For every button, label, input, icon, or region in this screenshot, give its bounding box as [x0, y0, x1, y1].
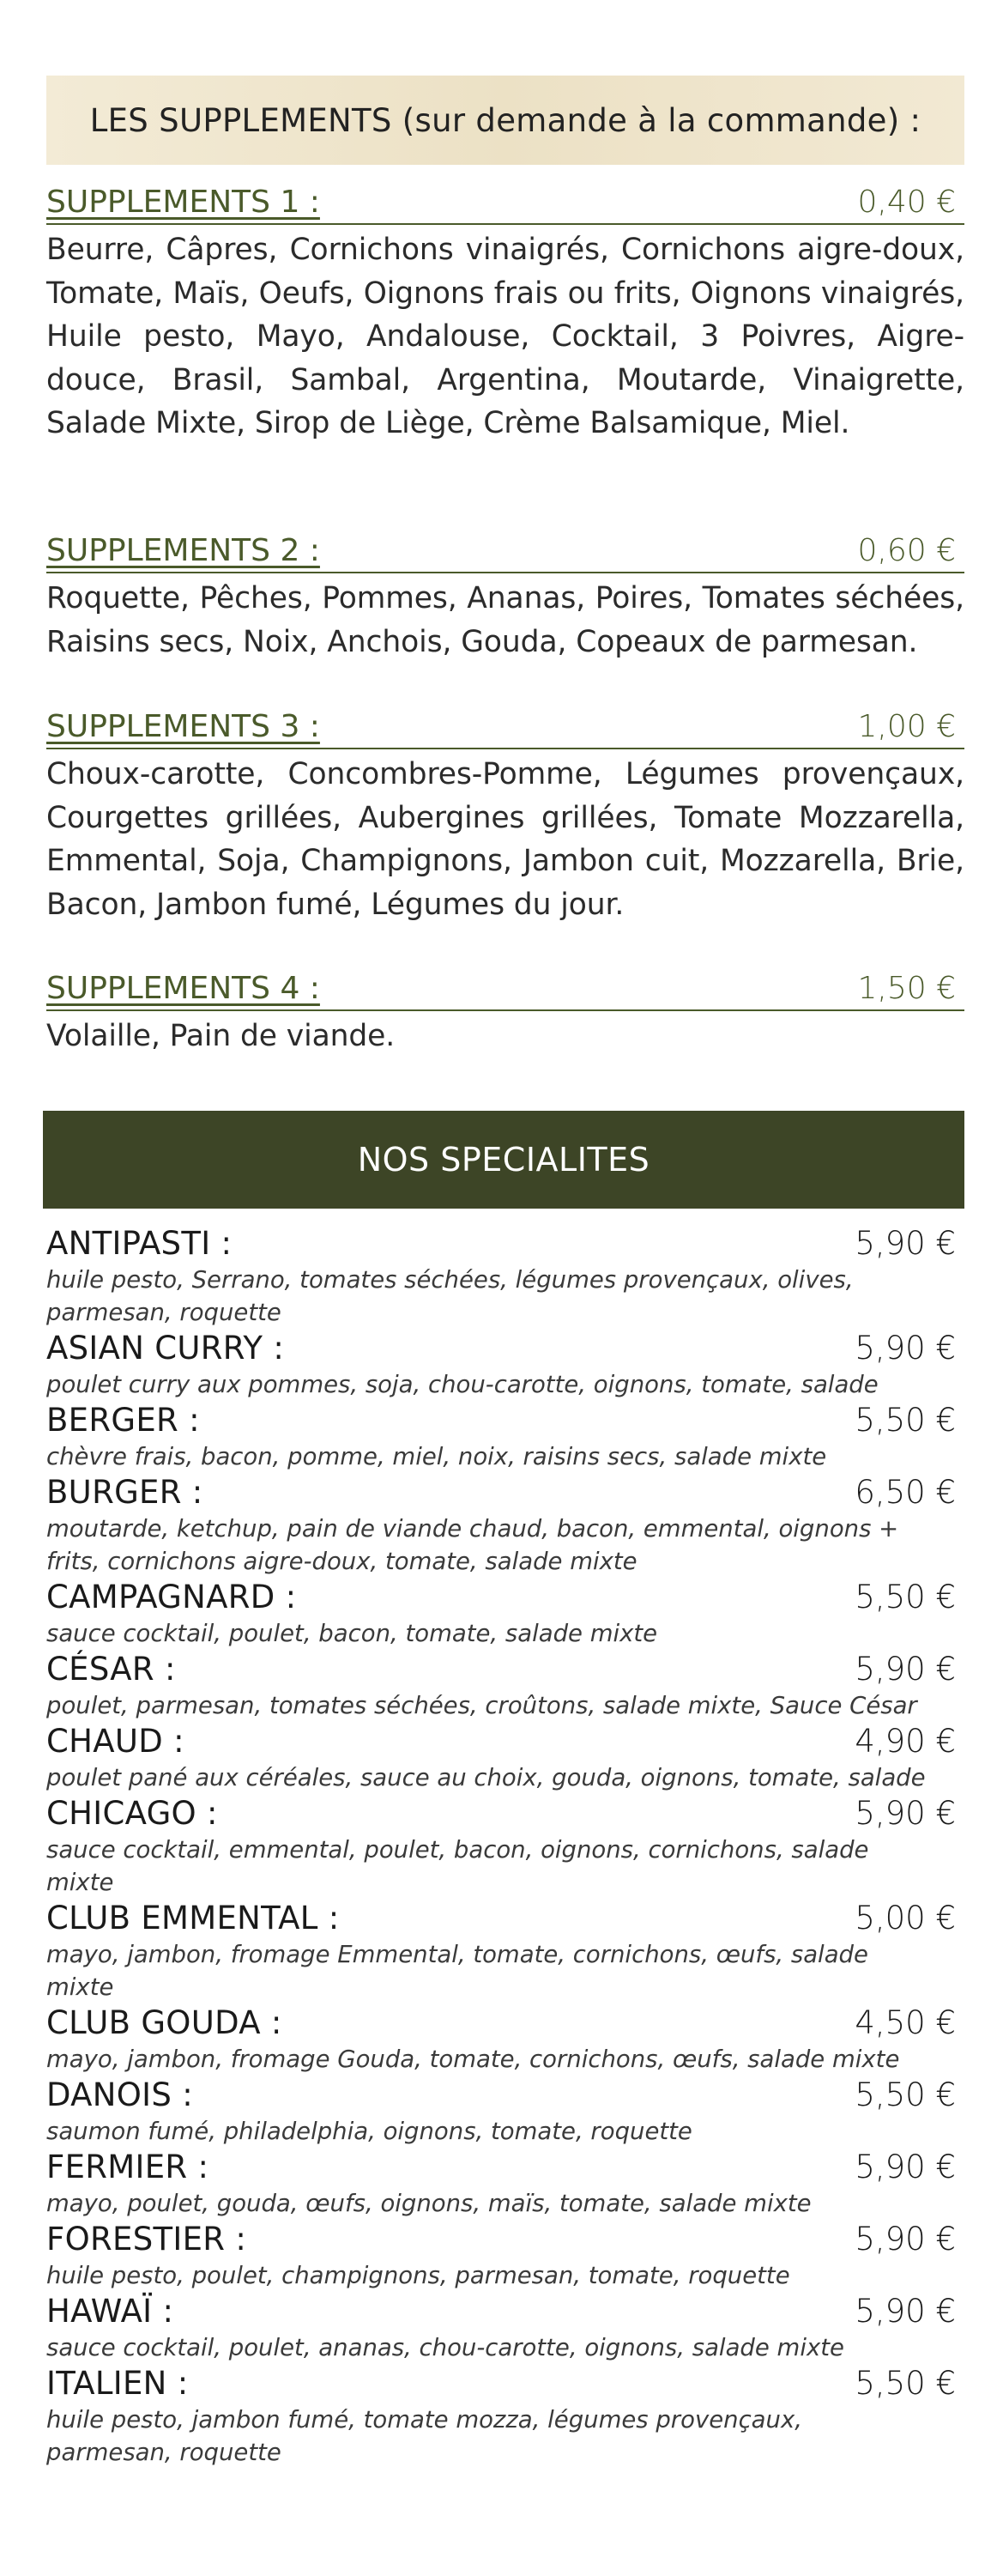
menu-item-price: 5,50 €	[855, 2365, 956, 2402]
menu-item	[46, 1899, 964, 2003]
menu-item	[46, 2076, 964, 2148]
menu-item-name: ANTIPASTI :	[46, 1225, 233, 1262]
menu-item-name: ASIAN CURRY :	[46, 1330, 285, 1367]
menu-item-price: 4,90 €	[855, 1723, 956, 1760]
menu-item-description: huile pesto, poulet, champignons, parmesan, tomate, roquette	[46, 2262, 790, 2289]
menu-item	[46, 1650, 964, 1722]
menu-item	[46, 1794, 964, 1899]
menu-item-name: CLUB GOUDA :	[46, 2004, 282, 2041]
supplements-header	[46, 76, 964, 165]
menu-item-name: FORESTIER :	[46, 2221, 247, 2258]
specialites-list	[46, 1224, 964, 2469]
supplement-group-title-row	[46, 532, 964, 573]
menu-item-name: DANOIS :	[46, 2076, 193, 2113]
menu-item-price: 5,50 €	[855, 1579, 956, 1615]
menu-item	[46, 2220, 964, 2292]
supplements-header-text: LES SUPPLEMENTS (sur demande à la commande) :	[89, 101, 921, 139]
menu-item-name: CÉSAR :	[46, 1651, 176, 1688]
menu-item-description: poulet, parmesan, tomates séchées, croûtons, salade mixte, Sauce César	[46, 1692, 917, 1719]
supplement-group-title-row	[46, 184, 964, 225]
supplement-group-title: SUPPLEMENTS 3 :	[46, 709, 320, 744]
supplement-group-title: SUPPLEMENTS 2 :	[46, 533, 320, 568]
menu-item-description: huile pesto, jambon fumé, tomate mozza, légumes provençaux, parmesan, roquette	[46, 2406, 802, 2466]
menu-item-price: 5,50 €	[855, 2076, 956, 2113]
menu-item	[46, 1473, 964, 1578]
menu-item-description: sauce cocktail, emmental, poulet, bacon, oignons, cornichons, salade mixte	[46, 1836, 869, 1896]
menu-item	[46, 2003, 964, 2076]
menu-item-name: CHICAGO :	[46, 1795, 218, 1832]
supplement-group-title: SUPPLEMENTS 4 :	[46, 971, 320, 1006]
supplement-group-3	[46, 708, 964, 926]
menu-item-price: 5,90 €	[855, 1651, 956, 1688]
menu-item	[46, 1329, 964, 1401]
menu-item-price: 5,90 €	[855, 2149, 956, 2185]
menu-item-description: mayo, jambon, fromage Emmental, tomate, cornichons, œufs, salade mixte	[46, 1941, 868, 2001]
menu-item	[46, 2148, 964, 2220]
menu-item-price: 5,90 €	[855, 2293, 956, 2330]
supplement-group-title-row	[46, 970, 964, 1011]
specialites-banner	[43, 1111, 964, 1209]
menu-item-name: FERMIER :	[46, 2149, 209, 2185]
supplement-group-price: 1,00 €	[857, 709, 956, 744]
supplement-group-text: Volaille, Pain de viande.	[46, 1019, 396, 1053]
supplement-group-text: Roquette, Pêches, Pommes, Ananas, Poires, Tomates séchées, Raisins secs, Noix, Anchois, Gouda, Copeaux de parmesan.	[46, 581, 964, 659]
menu-item-name: BERGER :	[46, 1402, 200, 1439]
menu-item-description: chèvre frais, bacon, pomme, miel, noix, raisins secs, salade mixte	[46, 1443, 827, 1470]
menu-item-price: 6,50 €	[855, 1474, 956, 1511]
menu-item-price: 5,90 €	[855, 1330, 956, 1367]
supplement-group-title: SUPPLEMENTS 1 :	[46, 185, 320, 220]
menu-item	[46, 2364, 964, 2469]
supplement-group-2	[46, 532, 964, 664]
menu-item-name: CAMPAGNARD :	[46, 1579, 297, 1615]
menu-item-name: BURGER :	[46, 1474, 203, 1511]
menu-item	[46, 1224, 964, 1329]
menu-item-price: 5,90 €	[855, 1225, 956, 1262]
menu-item-description: poulet pané aux céréales, sauce au choix, gouda, oignons, tomate, salade	[46, 1764, 926, 1791]
menu-item-description: saumon fumé, philadelphia, oignons, tomate, roquette	[46, 2118, 692, 2145]
supplement-group-price: 1,50 €	[857, 971, 956, 1006]
menu-item-name: ITALIEN :	[46, 2365, 189, 2402]
menu-item	[46, 1578, 964, 1650]
menu-item	[46, 1722, 964, 1794]
menu-item-price: 5,90 €	[855, 2221, 956, 2258]
supplement-group-price: 0,40 €	[857, 185, 956, 220]
supplement-group-price: 0,60 €	[857, 533, 956, 568]
menu-item-description: huile pesto, Serrano, tomates séchées, légumes provençaux, olives, parmesan, roquette	[46, 1266, 854, 1326]
menu-item	[46, 1401, 964, 1473]
menu-item-description: mayo, jambon, fromage Gouda, tomate, cornichons, œufs, salade mixte	[46, 2046, 900, 2073]
menu-item-name: CLUB EMMENTAL :	[46, 1900, 340, 1937]
menu-item-description: moutarde, ketchup, pain de viande chaud, bacon, emmental, oignons + frits, cornichons aigre-doux, tomate, salade mixte	[46, 1515, 899, 1575]
menu-item-description: mayo, poulet, gouda, œufs, oignons, maïs, tomate, salade mixte	[46, 2190, 812, 2217]
supplement-group-title-row	[46, 708, 964, 749]
menu-item	[46, 2292, 964, 2364]
supplement-group-4	[46, 970, 964, 1058]
supplement-group-1	[46, 184, 964, 445]
specialites-banner-text: NOS SPECIALITES	[357, 1141, 650, 1179]
menu-item-price: 5,50 €	[855, 1402, 956, 1439]
menu-item-description: sauce cocktail, poulet, bacon, tomate, salade mixte	[46, 1620, 658, 1647]
menu-item-name: HAWAÏ :	[46, 2293, 174, 2330]
menu-item-price: 5,00 €	[855, 1900, 956, 1937]
supplement-group-text: Beurre, Câpres, Cornichons vinaigrés, Cornichons aigre-doux, Tomate, Maïs, Oeufs, Oignons frais ou frits, Oignons vinaigrés, Huile pesto, Mayo, Andalouse, Cocktail, 3 Poivres, Aigre-douce, Brasil, Sambal, Argentina, Moutarde, Vinaigrette, Salade Mixte, Sirop de Liège, Crème Balsamique, Miel.	[46, 233, 964, 440]
menu-item-price: 4,50 €	[855, 2004, 956, 2041]
menu-item-description: poulet curry aux pommes, soja, chou-carotte, oignons, tomate, salade	[46, 1371, 879, 1398]
menu-item-price: 5,90 €	[855, 1795, 956, 1832]
menu-item-description: sauce cocktail, poulet, ananas, chou-carotte, oignons, salade mixte	[46, 2334, 844, 2361]
supplement-group-text: Choux-carotte, Concombres-Pomme, Légumes provençaux, Courgettes grillées, Aubergines grillées, Tomate Mozzarella, Emmental, Soja, Champignons, Jambon cuit, Mozzarella, Brie, Bacon, Jambon fumé, Légumes du jour.	[46, 757, 964, 922]
menu-item-name: CHAUD :	[46, 1723, 184, 1760]
